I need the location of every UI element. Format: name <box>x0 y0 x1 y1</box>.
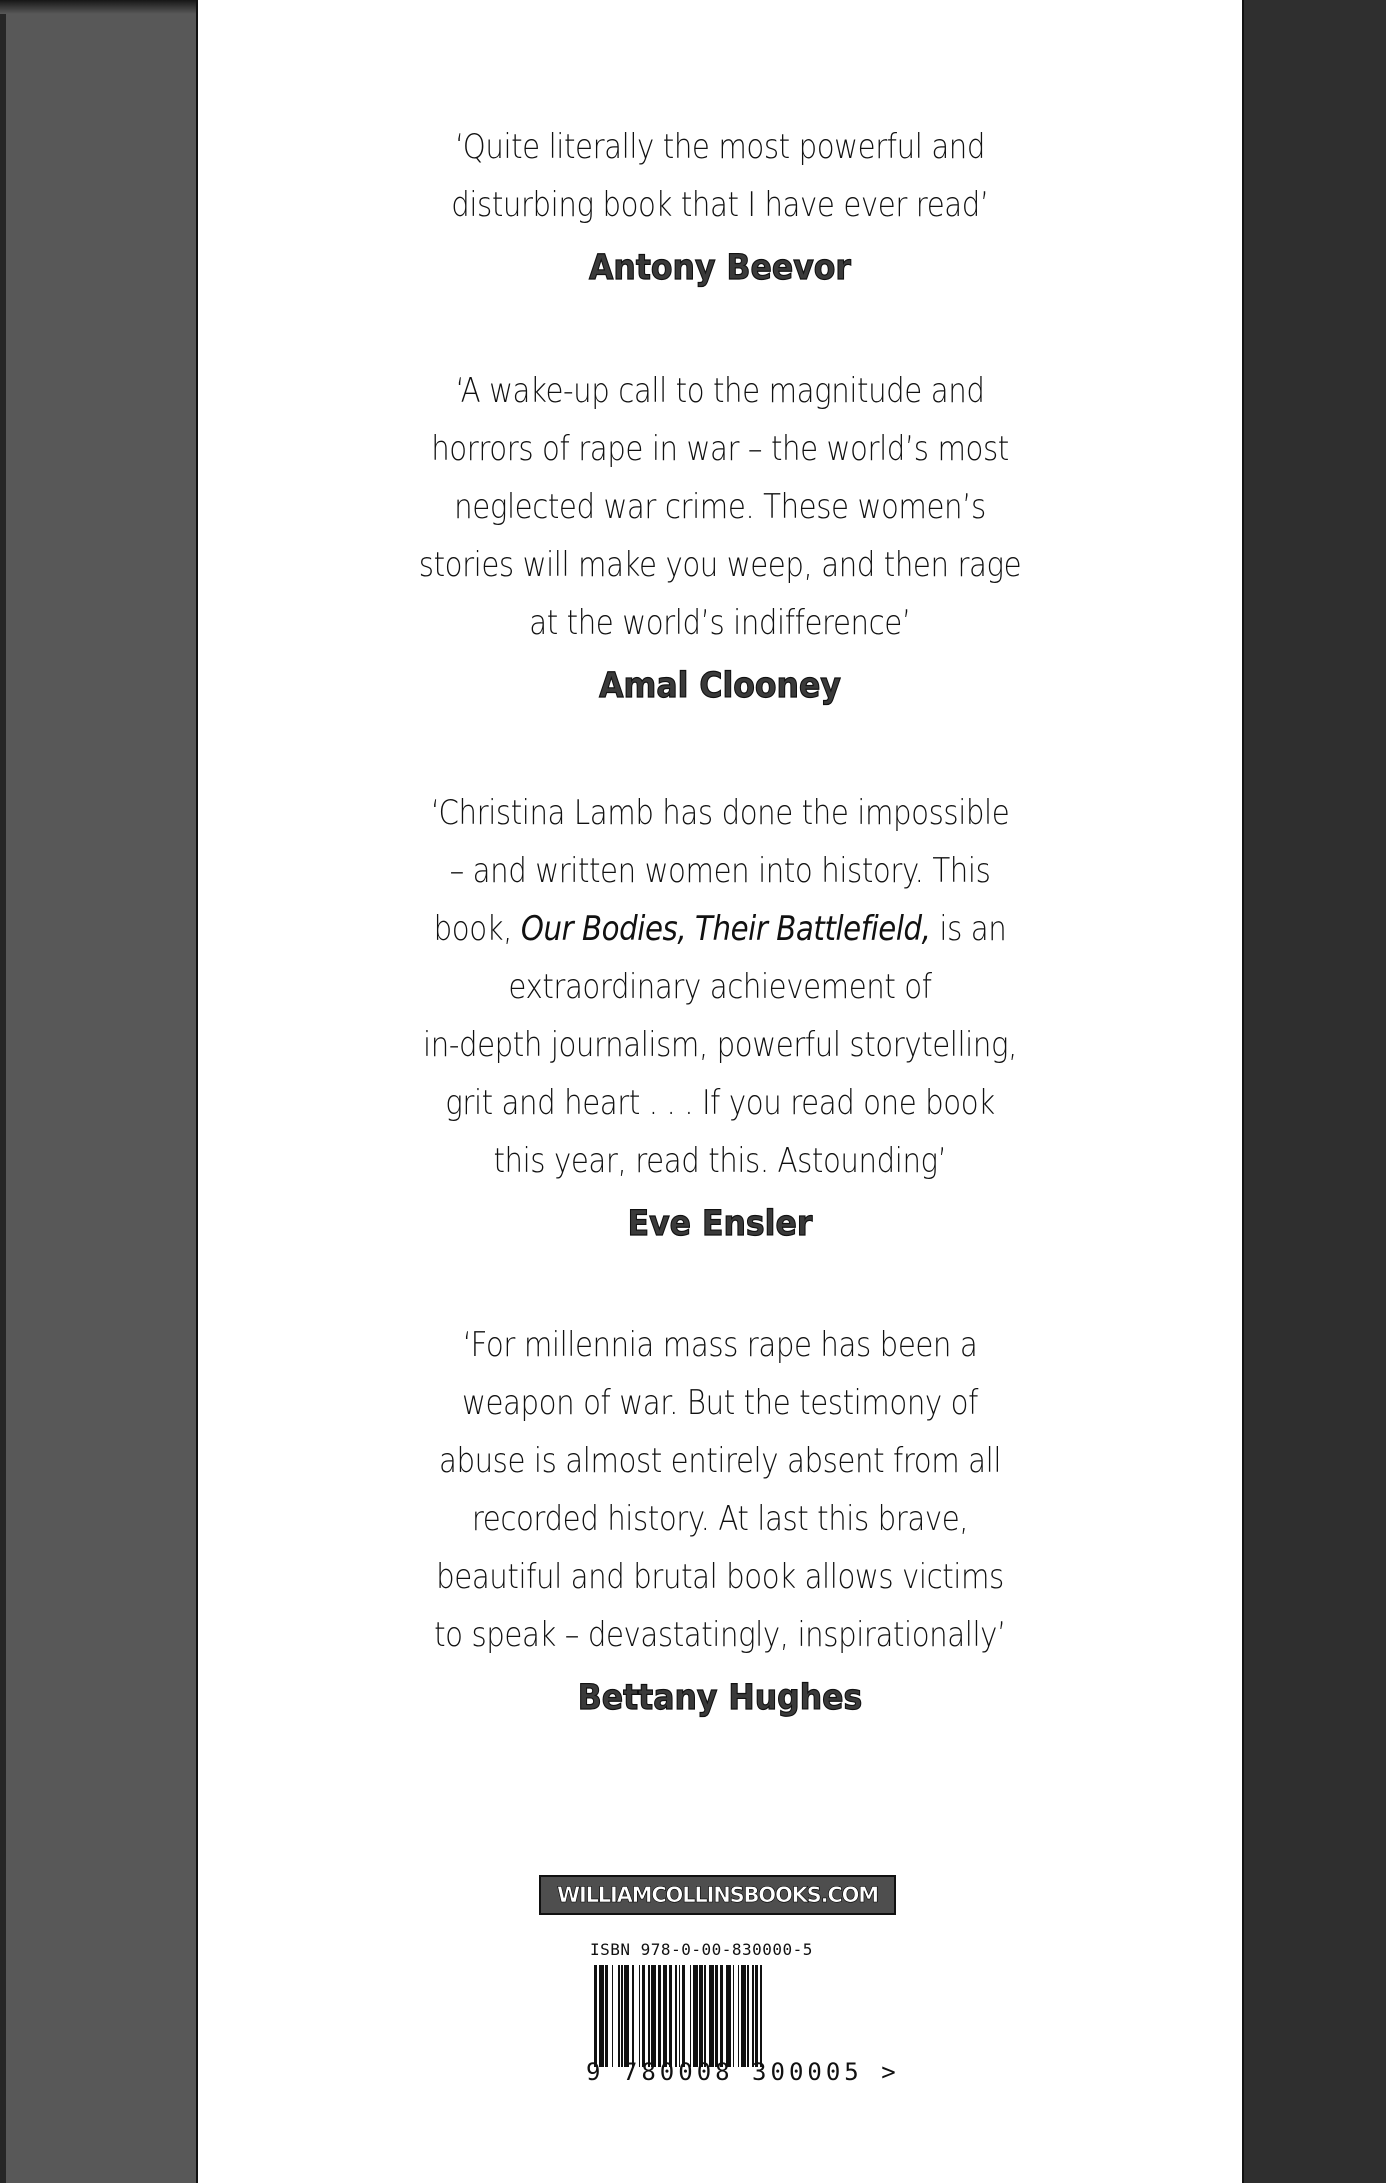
quote-3 <box>198 784 1242 1244</box>
quote-text <box>271 784 1169 1190</box>
quote-text: ‘For millennia mass rape has been a weapon of war. But the testimony of abuse is almost entirely absent from all recorded history. At last this brave, beautiful and brutal book allows victims to speak – devastatingly, inspirationally’ <box>434 1325 1006 1655</box>
quote-attribution: Amal Clooney <box>599 666 841 706</box>
quote-4 <box>198 1316 1242 1718</box>
back-cover-page <box>196 0 1244 2183</box>
barcode-digits: 9 780008 300005 > <box>586 2058 900 2086</box>
quote-text: ‘A wake-up call to the magnitude and horrors of rape in war – the world’s most neglected war crime. These women’s stories will make you weep, and then rage at the world’s indifference’ <box>418 371 1022 643</box>
left-cover-edge <box>0 0 6 2183</box>
right-cover-band <box>1244 0 1386 2183</box>
book-title: Our Bodies, Their Battlefield, <box>520 909 931 949</box>
barcode-space <box>762 1965 764 2067</box>
quote-text-part: is an extraordinary achievement of in-depth journalism, powerful storytelling, grit and heart . . . If you read one book this year, read this. Astounding’ <box>423 909 1017 1181</box>
left-cover-band <box>0 0 196 2183</box>
barcode-icon <box>594 1965 854 2067</box>
isbn-label: ISBN 978-0-00-830000-5 <box>590 1940 813 1959</box>
quote-attribution: Antony Beevor <box>589 248 851 288</box>
quote-text: ‘Quite literally the most powerful and disturbing book that I have ever read’ <box>451 127 989 225</box>
quote-attribution: Bettany Hughes <box>577 1678 863 1718</box>
quote-text-part: ‘Christina Lamb has done the impossible – and written women into history. This book, <box>430 793 1010 949</box>
quote-attribution: Eve Ensler <box>627 1204 813 1244</box>
quote-2 <box>198 362 1242 706</box>
quote-1 <box>198 118 1242 288</box>
publisher-website-banner: WILLIAMCOLLINSBOOKS.COM <box>539 1875 896 1915</box>
